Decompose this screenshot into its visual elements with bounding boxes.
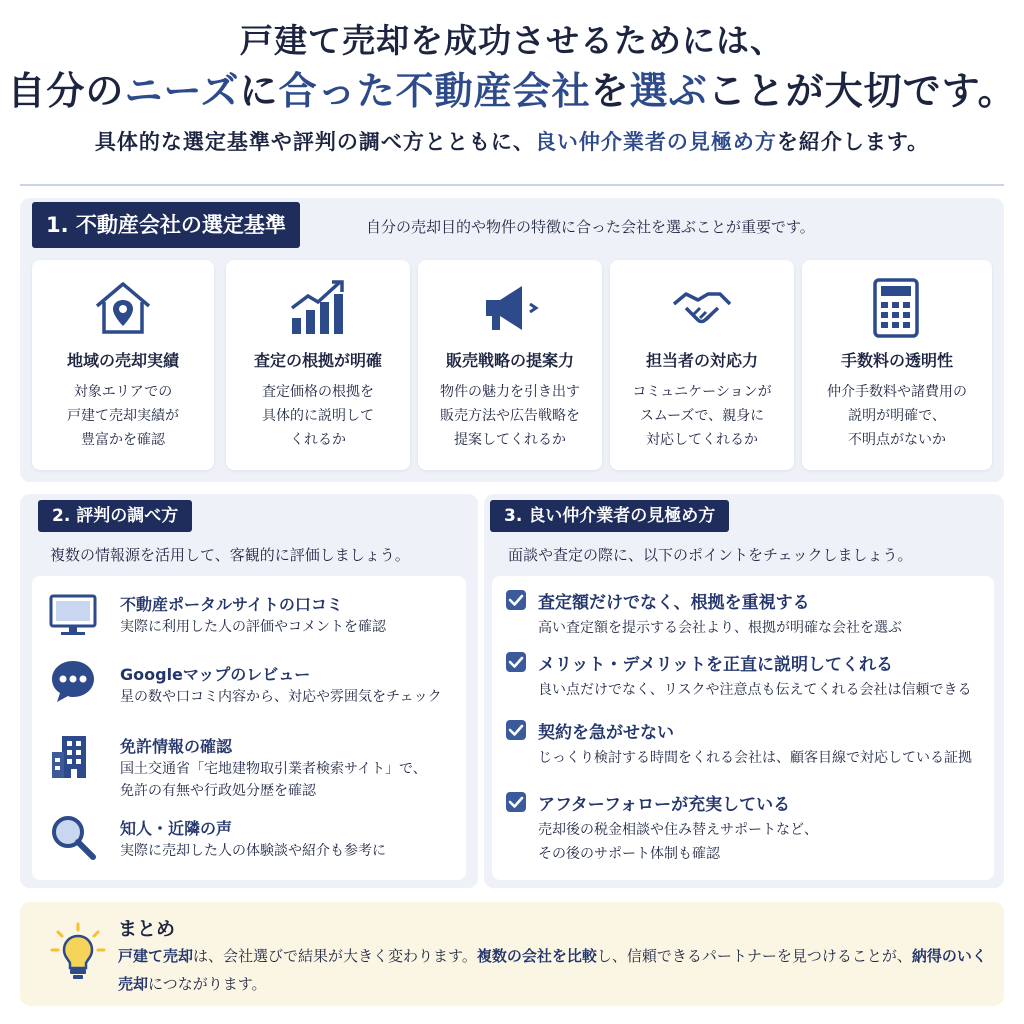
check-icon bbox=[506, 652, 526, 672]
subheadline-part: 具体的な選定基準や評判の調べ方とともに、 bbox=[94, 130, 535, 154]
building-icon bbox=[48, 732, 98, 782]
section1-panel bbox=[20, 198, 1004, 482]
subheadline-part: を紹介します。 bbox=[776, 130, 930, 154]
page-header bbox=[0, 18, 1024, 156]
item-title: Googleマップのレビュー bbox=[120, 665, 311, 684]
headline-line1: 戸建て売却を成功させるためには、 bbox=[240, 21, 784, 60]
check-icon bbox=[506, 590, 526, 610]
section3-panel bbox=[484, 494, 1004, 888]
item-title: 知人・近隣の声 bbox=[120, 819, 233, 838]
item-text: 実際に利用した人の評価やコメントを確認 bbox=[120, 619, 386, 635]
section3-description: 面談や査定の際に、以下のポイントをチェックしましょう。 bbox=[508, 546, 913, 564]
lightbulb-icon bbox=[48, 922, 108, 982]
magnifier-icon bbox=[48, 812, 98, 862]
summary-text: につながります。 bbox=[148, 975, 267, 993]
card-text: 対象エリアでの 戸建て売却実績が 豊富かを確認 bbox=[67, 384, 179, 448]
reputation-list bbox=[32, 576, 466, 880]
checklist-title: 契約を急がせない bbox=[538, 723, 674, 743]
card-title: 手数料の透明性 bbox=[840, 351, 953, 370]
subheadline-highlight: 良い仲介業者の見極め方 bbox=[534, 130, 777, 154]
card-text: 物件の魅力を引き出す 販売方法や広告戦略を 提案してくれるか bbox=[440, 384, 580, 448]
headline-highlight: 合った不動産会社 bbox=[278, 69, 591, 113]
summary-text: は、会社選びで結果が大きく変わります。 bbox=[193, 947, 477, 965]
chat-bubble-icon bbox=[48, 656, 98, 706]
item-text: 実際に売却した人の体験談や紹介も参考に bbox=[120, 843, 386, 859]
headline-line2 bbox=[0, 64, 1024, 118]
checklist bbox=[492, 576, 994, 880]
item-text: 国土交通省「宅地建物取引業者検索サイト」で、 免許の有無や行政処分歴を確認 bbox=[120, 761, 427, 799]
checklist-text: 売却後の税金相談や住み替えサポートなど、 その後のサポート体制も確認 bbox=[538, 822, 818, 862]
summary-title: まとめ bbox=[118, 918, 176, 940]
summary-highlight: 納得のいく売却 bbox=[118, 947, 987, 993]
bar-chart-up-icon bbox=[286, 276, 350, 340]
section2-panel bbox=[20, 494, 478, 888]
summary-highlight: 複数の会社を比較 bbox=[476, 947, 597, 965]
summary-box bbox=[20, 902, 1004, 1006]
checklist-text: 高い査定額を提示する会社より、根拠が明確な会社を選ぶ bbox=[538, 620, 902, 636]
criteria-card bbox=[610, 260, 794, 470]
card-text: 仲介手数料や諸費用の 説明が明確で、 不明点がないか bbox=[827, 384, 967, 448]
summary-text: し、信頼できるパートナーを見つけることが、 bbox=[596, 947, 912, 965]
check-icon bbox=[506, 720, 526, 740]
monitor-icon bbox=[48, 590, 98, 640]
headline-part: を bbox=[590, 69, 630, 113]
section2-description: 複数の情報源を活用して、客観的に評価しましょう。 bbox=[50, 546, 410, 564]
item-title: 免許情報の確認 bbox=[120, 737, 233, 756]
card-title: 担当者の対応力 bbox=[645, 351, 758, 370]
megaphone-icon bbox=[478, 276, 542, 340]
subheadline bbox=[0, 126, 1024, 156]
check-icon bbox=[506, 792, 526, 812]
section2-tag: 2. 評判の調べ方 bbox=[38, 500, 192, 532]
headline-part: ことが大切です。 bbox=[707, 69, 1017, 113]
card-title: 査定の根拠が明確 bbox=[253, 351, 382, 370]
section1-tag: 1. 不動産会社の選定基準 bbox=[32, 202, 300, 248]
criteria-card bbox=[226, 260, 410, 470]
section1-description: 自分の売却目的や物件の特徴に合った会社を選ぶことが重要です。 bbox=[366, 218, 815, 236]
checklist-text: 良い点だけでなく、リスクや注意点も伝えてくれる会社は信頼できる bbox=[538, 682, 972, 698]
criteria-card bbox=[418, 260, 602, 470]
section3-tag: 3. 良い仲介業者の見極め方 bbox=[490, 500, 729, 532]
header-divider bbox=[20, 184, 1004, 186]
card-text: コミュニケーションが スムーズで、親身に 対応してくれるか bbox=[632, 384, 772, 448]
summary-highlight: 戸建て売却 bbox=[118, 947, 194, 965]
headline-highlight: ニーズ bbox=[124, 69, 240, 113]
checklist-text: じっくり検討する時間をくれる会社は、顧客目線で対応している証拠 bbox=[538, 750, 972, 766]
house-location-icon bbox=[91, 276, 155, 340]
criteria-card bbox=[802, 260, 992, 470]
calculator-icon bbox=[865, 276, 929, 340]
headline-highlight: 選ぶ bbox=[629, 69, 708, 113]
checklist-title: アフターフォローが充実している bbox=[538, 795, 791, 815]
card-text: 査定価格の根拠を 具体的に説明して くれるか bbox=[262, 384, 374, 448]
card-title: 販売戦略の提案力 bbox=[445, 351, 574, 370]
summary-body bbox=[118, 942, 994, 998]
checklist-title: 査定額だけでなく、根拠を重視する bbox=[538, 593, 810, 613]
checklist-title: メリット・デメリットを正直に説明してくれる bbox=[538, 655, 893, 675]
headline-part: に bbox=[239, 69, 279, 113]
handshake-icon bbox=[670, 276, 734, 340]
card-title: 地域の売却実績 bbox=[66, 351, 179, 370]
headline-part: 自分の bbox=[7, 69, 125, 113]
item-title: 不動産ポータルサイトの口コミ bbox=[120, 595, 343, 614]
criteria-card bbox=[32, 260, 214, 470]
item-text: 星の数や口コミ内容から、対応や雰囲気をチェック bbox=[120, 689, 442, 705]
